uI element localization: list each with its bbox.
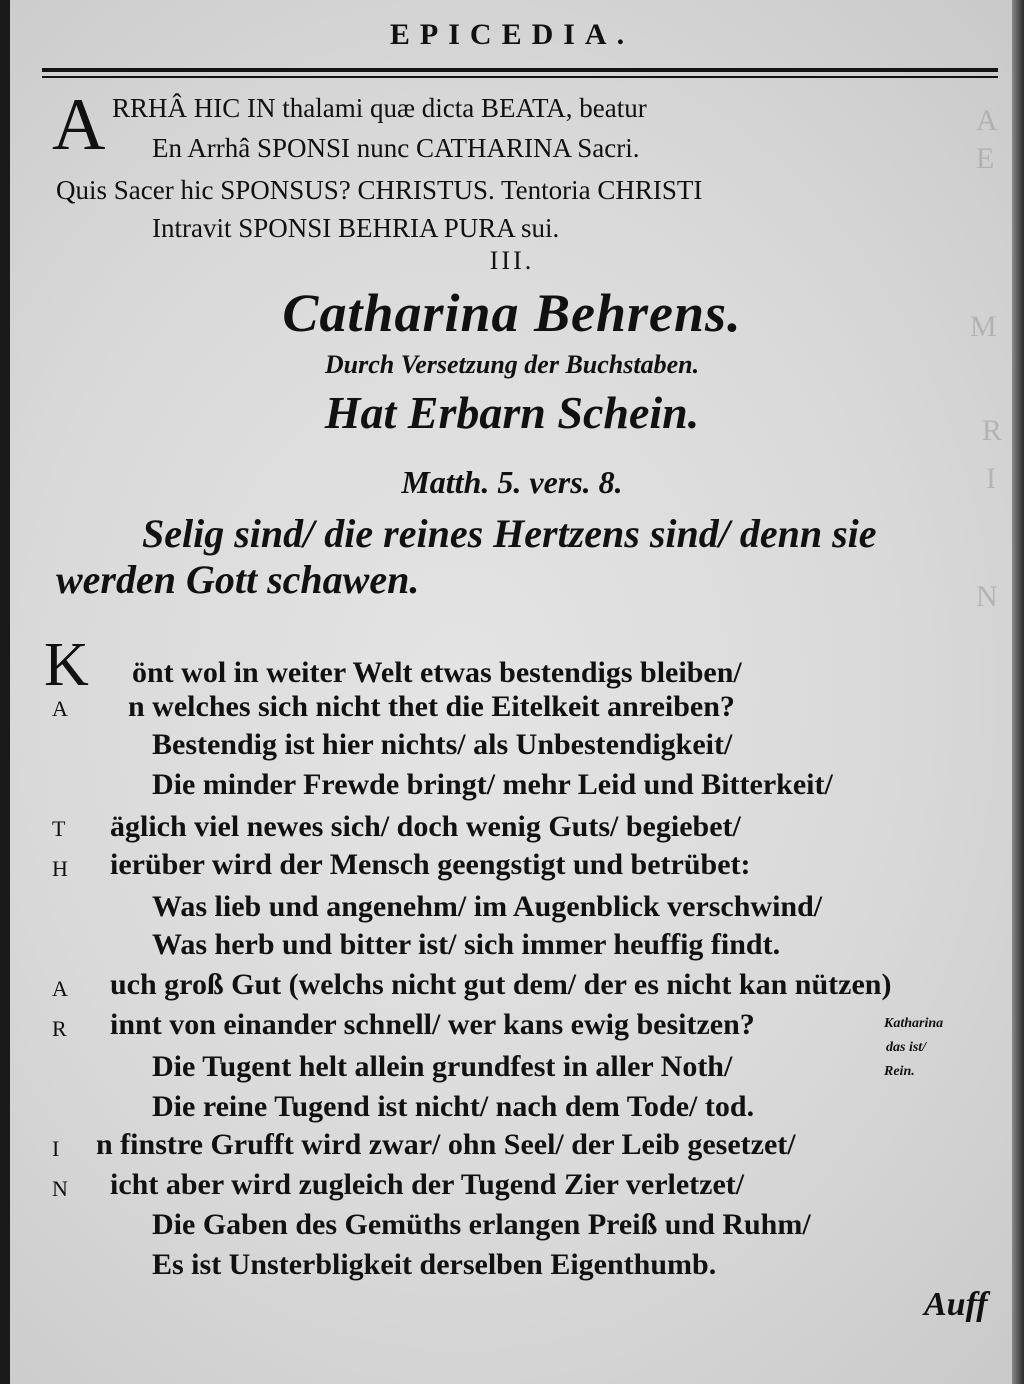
bleed-through-mark: A	[976, 104, 998, 137]
poem-line: Die minder Frewde bringt/ mehr Leid und Bitterkeit/	[152, 768, 833, 801]
poem-line: Bestendig ist hier nichts/ als Unbestendigkeit/	[152, 728, 733, 761]
scripture-quote-line: werden Gott schawen.	[56, 557, 420, 602]
poem-line: Was herb und bitter ist/ sich immer heuffig findt.	[152, 928, 781, 961]
page-left-edge	[0, 0, 10, 1384]
poem-line: uch groß Gut (welchs nicht gut dem/ der es nicht kan nützen)	[110, 968, 892, 1001]
latin-drop-initial: A	[52, 84, 106, 166]
poem-line: Was lieb und angenehm/ im Augenblick verschwind/	[152, 890, 823, 923]
anagram-heading: Hat Erbarn Schein.	[324, 387, 700, 438]
running-header: EPICEDIA.	[389, 18, 635, 51]
poem-line: n welches sich nicht thet die Eitelkeit anreiben?	[128, 690, 735, 723]
catchword: Auff	[924, 1286, 988, 1323]
poem-line: ierüber wird der Mensch geengstigt und betrübet:	[110, 848, 751, 881]
bleed-through-mark: E	[976, 142, 995, 175]
page-title: Catharina Behrens.	[282, 283, 742, 343]
poem-line: Die Gaben des Gemüths erlangen Preiß und Ruhm/	[152, 1208, 811, 1241]
section-number: III.	[489, 246, 535, 275]
poem-line: önt wol in weiter Welt etwas bestendigs bleiben/	[132, 656, 742, 689]
latin-line: Quis Sacer hic SPONSUS? CHRISTUS. Tentoria CHRISTI	[56, 175, 703, 205]
acrostic-letter: N	[52, 1176, 68, 1201]
acrostic-letter: A	[52, 696, 68, 721]
poem-line: Die reine Tugend ist nicht/ nach dem Tode/ tod.	[152, 1090, 755, 1123]
latin-line: RRHÂ HIC IN thalami quæ dicta BEATA, beatur	[112, 93, 647, 123]
margin-note-line: das ist/	[886, 1040, 927, 1055]
poem-line: äglich viel newes sich/ doch wenig Guts/ begiebet/	[110, 810, 741, 843]
poem-drop-initial: K	[44, 631, 89, 699]
poem-line: n finstre Grufft wird zwar/ ohn Seel/ der Leib gesetzet/	[96, 1128, 796, 1161]
bleed-through-mark: M	[970, 310, 997, 343]
header-rule	[42, 68, 998, 72]
header-rule-thin	[42, 76, 998, 78]
poem-line: innt von einander schnell/ wer kans ewig besitzen?	[110, 1008, 755, 1041]
scripture-quote-line: Selig sind/ die reines Hertzens sind/ denn sie	[142, 511, 877, 556]
bleed-through-mark: R	[982, 414, 1003, 447]
scripture-reference: Matth. 5. vers. 8.	[401, 464, 623, 500]
acrostic-letter: R	[52, 1016, 67, 1041]
page-right-edge	[1012, 0, 1024, 1384]
latin-line: Intravit SPONSI BEHRIA PURA sui.	[152, 213, 560, 243]
acrostic-letter: A	[52, 976, 68, 1001]
acrostic-letter: T	[52, 816, 66, 841]
poem-line: icht aber wird zugleich der Tugend Zier verletzet/	[110, 1168, 745, 1201]
acrostic-letter: H	[52, 856, 68, 881]
bleed-through-mark: N	[976, 580, 998, 613]
margin-note-line: Katharina	[884, 1016, 944, 1031]
title-subtitle: Durch Versetzung der Buchstaben.	[324, 350, 700, 379]
margin-note	[884, 1012, 994, 1084]
acrostic-letter: I	[52, 1136, 60, 1161]
bleed-through-mark: I	[986, 462, 996, 495]
latin-line: En Arrhâ SPONSI nunc CATHARINA Sacri.	[152, 133, 640, 163]
poem-line: Die Tugent helt allein grundfest in aller Noth/	[152, 1050, 733, 1083]
margin-note-line: Rein.	[884, 1064, 915, 1079]
poem-line: Es ist Unsterbligkeit derselben Eigenthumb.	[152, 1248, 717, 1281]
